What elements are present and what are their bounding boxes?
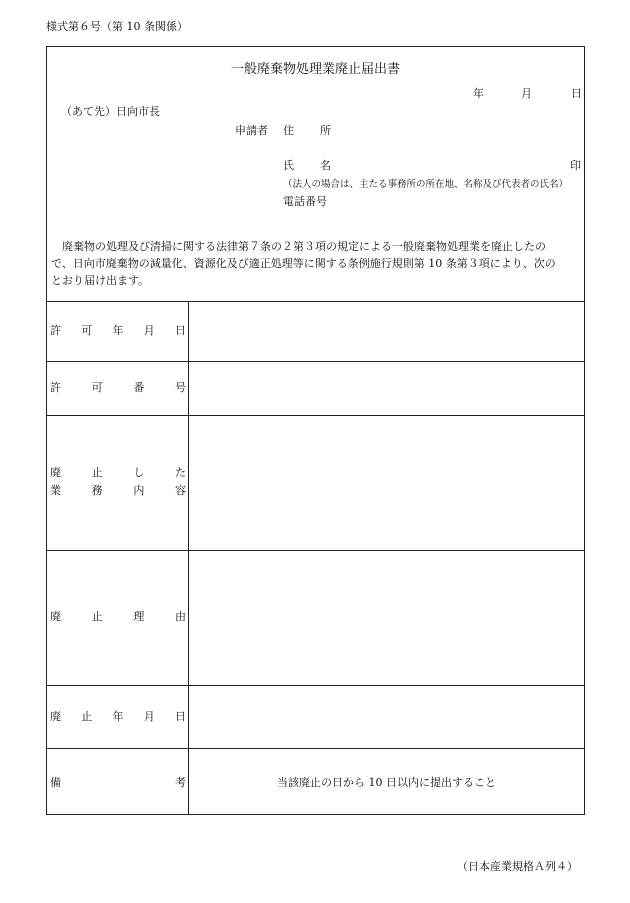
remarks-value: 当該廃止の日から 10 日以内に提出すること <box>277 776 496 789</box>
label-char: 容 <box>174 484 186 497</box>
label-char: 廃 <box>50 466 61 479</box>
row-label-remarks <box>50 774 186 792</box>
label-char: た <box>174 466 186 479</box>
date-month: 月 <box>521 87 532 100</box>
date-year: 年 <box>473 87 484 100</box>
row-divider <box>47 685 584 686</box>
row-label-discontinuation-date <box>50 708 186 726</box>
statement-line: 廃棄物の処理及び清掃に関する法律第７条の２第３項の規定による一般廃棄物処理業を廃止したの <box>51 240 546 253</box>
name-label-char: 名 <box>320 159 331 172</box>
label-char: 許 <box>50 324 61 337</box>
name-label <box>283 157 331 173</box>
label-char: 廃 <box>50 610 61 623</box>
label-char: 止 <box>81 710 93 723</box>
label-char: 備 <box>50 776 61 789</box>
label-char: 業 <box>50 484 61 497</box>
addressee: （あて先）日向市長 <box>61 105 160 118</box>
label-char: 年 <box>112 710 124 723</box>
form-number: 様式第６号（第 10 条関係） <box>46 20 188 33</box>
form-title: 一般廃棄物処理業廃止届出書 <box>230 62 400 77</box>
label-char: 月 <box>143 324 155 337</box>
applicant-label: 申請者 <box>235 124 268 137</box>
footer-paper-size: （日本産業規格Ａ列４） <box>457 860 578 873</box>
label-char: し <box>133 466 145 479</box>
label-char: 号 <box>174 381 186 394</box>
row-label-permit-number <box>50 379 186 397</box>
row-label-discontinuation-reason <box>50 608 186 626</box>
form-frame <box>46 46 585 815</box>
row-divider <box>47 361 584 362</box>
label-char: 止 <box>91 466 103 479</box>
label-char: 可 <box>81 324 93 337</box>
table-top-line <box>47 301 584 302</box>
label-char: 考 <box>175 776 186 789</box>
name-label-char: 氏 <box>283 159 294 172</box>
label-char: 廃 <box>50 710 61 723</box>
row-label-discontinued-business <box>50 464 186 500</box>
address-label-char: 住 <box>283 124 294 137</box>
label-char: 由 <box>174 610 186 623</box>
address-label <box>283 122 331 138</box>
row-divider <box>47 550 584 551</box>
corporate-note: （法人の場合は、主たる事務所の所在地、名称及び代表者の氏名） <box>283 179 569 190</box>
label-char: 務 <box>91 484 103 497</box>
column-divider <box>188 301 189 814</box>
label-char: 月 <box>143 710 155 723</box>
label-char: 番 <box>133 381 145 394</box>
date-day: 日 <box>571 87 582 100</box>
statement-line: で、日向市廃棄物の減量化、資源化及び適正処理等に関する条例施行規則第 10 条第３項により、次の <box>51 257 556 270</box>
row-divider <box>47 748 584 749</box>
label-char: 日 <box>175 710 186 723</box>
label-char: 年 <box>112 324 124 337</box>
statement <box>51 238 580 289</box>
label-char: 内 <box>133 484 145 497</box>
label-char: 理 <box>133 610 145 623</box>
label-char: 可 <box>91 381 103 394</box>
statement-line: とおり届け出ます。 <box>51 274 150 287</box>
label-char: 日 <box>175 324 186 337</box>
row-label-permit-date <box>50 322 186 340</box>
phone-label: 電話番号 <box>283 195 327 208</box>
label-char: 止 <box>91 610 103 623</box>
seal-mark: 印 <box>570 159 581 172</box>
row-divider <box>47 415 584 416</box>
address-label-char: 所 <box>320 124 331 137</box>
label-char: 許 <box>50 381 61 394</box>
